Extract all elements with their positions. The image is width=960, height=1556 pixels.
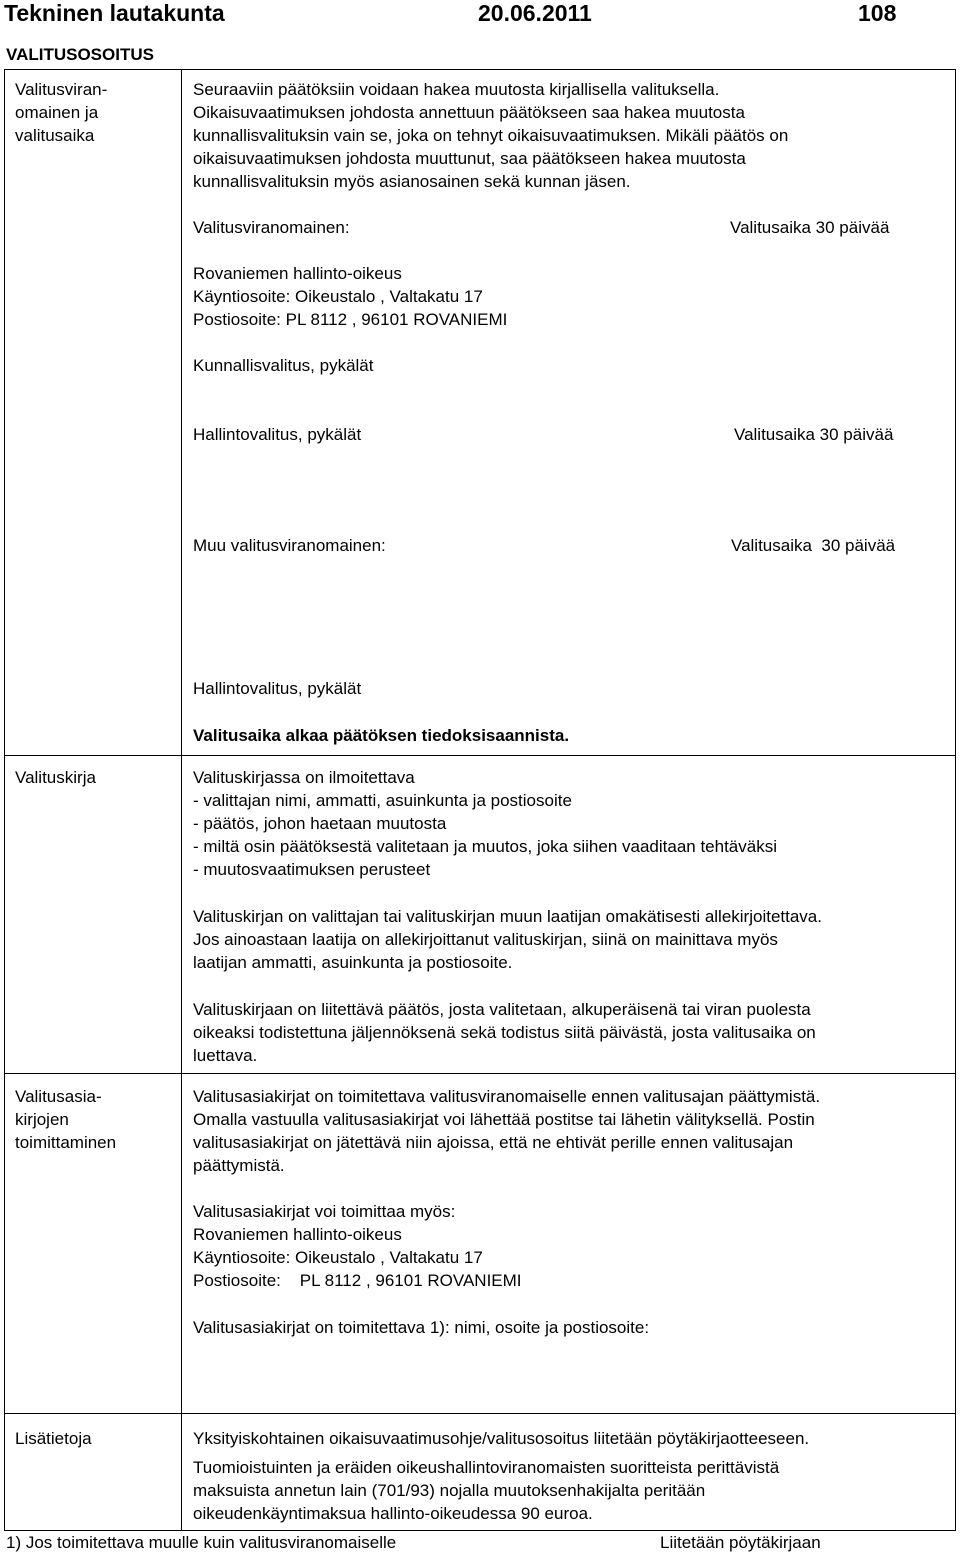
table-border-top <box>4 69 956 70</box>
table-border-right <box>955 69 956 1531</box>
footnote: 1) Jos toimitettava muulle kuin valitusviranomaiselle <box>6 1533 397 1552</box>
row-divider-3 <box>4 1413 956 1414</box>
delivery-requirements: Valitusasiakirjat on toimitettava 1): nimi, osoite ja postiosoite: <box>193 1318 650 1337</box>
admin-appeal-sections: Hallintovalitus, pykälät <box>193 425 362 444</box>
attachment-note: Liitetään pöytäkirjaan <box>660 1533 821 1552</box>
appeal-period-start: Valitusaika alkaa päätöksen tiedoksisaannista. <box>193 726 570 745</box>
info-fee-paragraph: Tuomioistuinten ja eräiden oikeushallintoviranomaisten suoritteista perittävistä maksuista annetun lain (701/93) nojalla muutoksenhakijalta peritään oikeudenkäyntimaksua hallinto-oikeudessa 90 euroa. <box>193 1458 780 1523</box>
letter-row-label: Valituskirja <box>15 768 96 787</box>
table-border-left <box>4 69 5 1531</box>
meeting-date: 20.06.2011 <box>478 0 592 26</box>
column-divider <box>181 69 182 1531</box>
appeal-authority-label: Valitusviranomainen: <box>193 218 350 237</box>
row-divider-1 <box>4 755 956 756</box>
delivery-row-label: Valitusasia- kirjojen toimittaminen <box>15 1087 117 1152</box>
other-authority-period: Valitusaika 30 päivää <box>731 536 896 555</box>
other-authority-label: Muu valitusviranomainen: <box>193 536 386 555</box>
letter-contents-list: Valituskirjassa on ilmoitettava - valittajan nimi, ammatti, asuinkunta ja postiosoite - päätös, johon haetaan muutosta - miltä osin päätöksestä valitetaan ja muutos, joka siihen vaaditaan tehtäväksi - muutosvaatimuksen perusteet <box>193 768 777 879</box>
other-admin-appeal-sections: Hallintovalitus, pykälät <box>193 679 362 698</box>
municipal-appeal-sections: Kunnallisvalitus, pykälät <box>193 356 374 375</box>
info-row-label: Lisätietoja <box>15 1429 92 1448</box>
info-instructions-note: Yksityiskohtainen oikaisuvaatimusohje/valitusosoitus liitetään pöytäkirjaotteeseen. <box>193 1429 810 1448</box>
letter-attachment-paragraph: Valituskirjaan on liitettävä päätös, josta valitetaan, alkuperäisenä tai viran puolesta oikeaksi todistettuna jäljennöksenä sekä todistus siitä päivästä, josta valitusaika on luettava. <box>193 1000 816 1065</box>
row-divider-2 <box>4 1073 956 1074</box>
appeal-authority-period: Valitusaika 30 päivää <box>730 218 890 237</box>
section-title: VALITUSOSOITUS <box>6 45 154 64</box>
delivery-deadline-paragraph: Valitusasiakirjat on toimitettava valitusviranomaiselle ennen valitusajan päättymistä. Omalla vastuulla valitusasiakirjat voi lähettää postitse tai lähetin välityksellä. Postin valitusasiakirjat on jätettävä niin ajoissa, että ne ehtivät perille ennen valitusajan päättymistä. <box>193 1087 821 1175</box>
page-number: 108 <box>858 0 897 26</box>
appeal-intro-paragraph: Seuraaviin päätöksiin voidaan hakea muutosta kirjallisella valituksella. Oikaisuvaatimuksen johdosta annettuun päätökseen saa hakea muutosta kunnallisvalituksin vain se, joka on tehnyt oikaisuvaatimuksen. Mikäli päätös on oikaisuvaatimuksen johdosta muuttunut, saa päätökseen hakea muutosta kunnallisvalituksin myös asianosainen sekä kunnan jäsen. <box>193 80 789 191</box>
appeal-row-label: Valitusviran- omainen ja valitusaika <box>15 80 108 145</box>
delivery-address-paragraph: Valitusasiakirjat voi toimittaa myös: Rovaniemen hallinto-oikeus Käyntiosoite: Oikeustalo , Valtakatu 17 Postiosoite: PL 8112 , 96101 ROVANIEMI <box>193 1202 522 1290</box>
committee-name: Tekninen lautakunta <box>4 0 225 26</box>
letter-signature-paragraph: Valituskirjan on valittajan tai valituskirjan muun laatijan omakätisesti allekirjoitettava. Jos ainoastaan laatija on allekirjoittanut valituskirjan, siinä on mainittava myös laatijan ammatti, asuinkunta ja postiosoite. <box>193 907 822 972</box>
court-address: Rovaniemen hallinto-oikeus Käyntiosoite: Oikeustalo , Valtakatu 17 Postiosoite: PL 8112 , 96101 ROVANIEMI <box>193 264 508 329</box>
admin-appeal-period: Valitusaika 30 päivää <box>734 425 894 444</box>
